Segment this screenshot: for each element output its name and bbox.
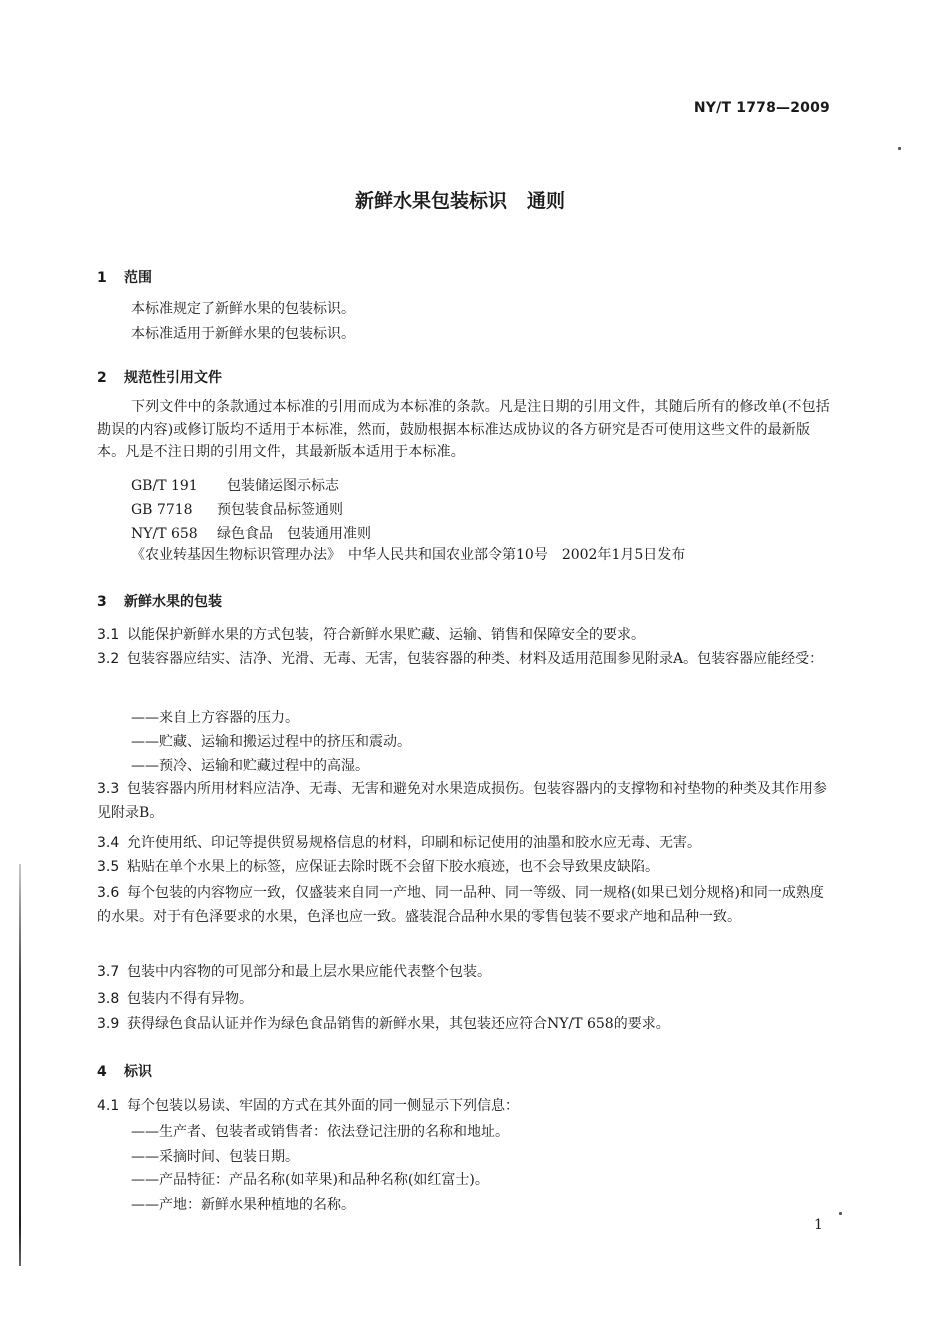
reference-item — [131, 499, 343, 519]
clause-number: 3.4 — [97, 835, 120, 851]
clause-number: 3.1 — [97, 627, 120, 643]
clause-3-8 — [97, 988, 253, 1010]
title-sub: 通则 — [527, 190, 566, 212]
reference-code: GB/T 191 — [131, 478, 198, 494]
list-item: ——贮藏、运输和搬运过程中的挤压和震动。 — [131, 734, 411, 750]
list-item: ——产地：新鲜水果种植地的名称。 — [131, 1197, 355, 1213]
reference-item — [131, 475, 339, 495]
section-title: 新鲜水果的包装 — [124, 594, 222, 610]
clause-3-9 — [97, 1013, 670, 1035]
clause-number: 3.8 — [97, 991, 120, 1007]
section-number: 4 — [97, 1064, 107, 1080]
clause-text: 获得绿色食品认证并作为绿色食品销售的新鲜水果，其包装还应符合NY/T 658的要求。 — [127, 1016, 670, 1032]
clause-3-4 — [97, 832, 701, 854]
section-title: 标识 — [124, 1064, 152, 1080]
clause-text: 包装中内容物的可见部分和最上层水果应能代表整个包装。 — [127, 964, 491, 980]
scope-line-1: 本标准规定了新鲜水果的包装标识。 — [131, 301, 355, 317]
clause-text: 粘贴在单个水果上的标签，应保证去除时既不会留下胶水痕迹，也不会导致果皮缺陷。 — [127, 859, 659, 875]
reference-item — [131, 523, 371, 543]
clause-text: 以能保护新鲜水果的方式包装，符合新鲜水果贮藏、运输、销售和保障安全的要求。 — [127, 627, 645, 643]
clause-number: 3.7 — [97, 964, 120, 980]
scope-line-2: 本标准适用于新鲜水果的包装标识。 — [131, 326, 355, 342]
section-number: 1 — [97, 270, 107, 286]
clause-3-6 — [97, 882, 832, 929]
clause-3-5 — [97, 856, 659, 878]
clause-number: 3.9 — [97, 1016, 120, 1032]
clause-number: 3.3 — [97, 781, 120, 797]
list-item: ——产品特征：产品名称(如苹果)和品种名称(如红富士)。 — [131, 1172, 489, 1188]
clause-number: 3.5 — [97, 859, 120, 875]
reference-code: GB 7718 — [131, 502, 193, 518]
page-number: 1 — [814, 1217, 823, 1233]
clause-3-2 — [97, 648, 832, 672]
list-item: ——采摘时间、包装日期。 — [131, 1149, 299, 1165]
reference-title: 绿色食品 包装通用准则 — [217, 526, 371, 542]
section-number: 3 — [97, 594, 107, 610]
section-4-heading — [97, 1061, 152, 1081]
section-1-heading — [97, 267, 152, 287]
title-main: 新鲜水果包装标识 — [354, 190, 507, 212]
scan-speck — [839, 1212, 842, 1215]
clause-text: 每个包装的内容物应一致，仅盛装来自同一产地、同一品种、同一等级、同一规格(如果已划分规格)和同一成熟度的水果。对于有色泽要求的水果，色泽也应一致。盛装混合品种水果的零售包装不要求产地和品种一致。 — [97, 885, 824, 925]
section-title: 规范性引用文件 — [124, 370, 222, 386]
list-item: ——生产者、包装者或销售者：依法登记注册的名称和地址。 — [131, 1124, 509, 1140]
clause-3-3 — [97, 778, 832, 825]
clause-text: 包装容器应结实、洁净、光滑、无毒、无害，包装容器的种类、材料及适用范围参见附录A。包装容器应能经受： — [127, 651, 824, 667]
clause-3-1 — [97, 624, 645, 646]
section-2-heading — [97, 367, 222, 387]
standard-code: NY/T 1778—2009 — [693, 100, 830, 116]
clause-4-1 — [97, 1095, 519, 1117]
clause-text: 包装容器内所用材料应洁净、无毒、无害和避免对水果造成损伤。包装容器内的支撑物和衬垫物的种类及其作用参见附录B。 — [97, 781, 827, 821]
section-title: 范围 — [124, 270, 152, 286]
scan-speck — [898, 147, 901, 150]
list-item: ——预冷、运输和贮藏过程中的高湿。 — [131, 758, 369, 774]
clause-3-7 — [97, 961, 491, 983]
section-number: 2 — [97, 370, 107, 386]
clause-text: 每个包装以易读、牢固的方式在其外面的同一侧显示下列信息： — [127, 1098, 519, 1114]
clause-text: 包装内不得有异物。 — [127, 991, 253, 1007]
list-item: ——来自上方容器的压力。 — [131, 710, 299, 726]
regulation-reference: 《农业转基因生物标识管理办法》 中华人民共和国农业部令第10号 2002年1月5日发布 — [131, 547, 686, 563]
reference-title: 预包装食品标签通则 — [217, 502, 343, 518]
clause-text: 允许使用纸、印记等提供贸易规格信息的材料，印刷和标记使用的油墨和胶水应无毒、无害。 — [127, 835, 701, 851]
scan-edge-line — [19, 864, 21, 1266]
section-3-heading — [97, 591, 222, 611]
clause-number: 4.1 — [97, 1098, 120, 1114]
reference-code: NY/T 658 — [131, 526, 198, 542]
document-title — [0, 186, 920, 213]
clause-number: 3.6 — [97, 885, 120, 901]
clause-number: 3.2 — [97, 651, 120, 667]
references-intro: 下列文件中的条款通过本标准的引用而成为本标准的条款。凡是注日期的引用文件，其随后所有的修改单(不包括勘误的内容)或修订版均不适用于本标准，然而，鼓励根据本标准达成协议的各方研究是否可使用这些文件的最新版本。凡是不注日期的引用文件，其最新版本适用于本标准。 — [97, 399, 830, 460]
reference-title: 包装储运图示标志 — [227, 478, 339, 494]
